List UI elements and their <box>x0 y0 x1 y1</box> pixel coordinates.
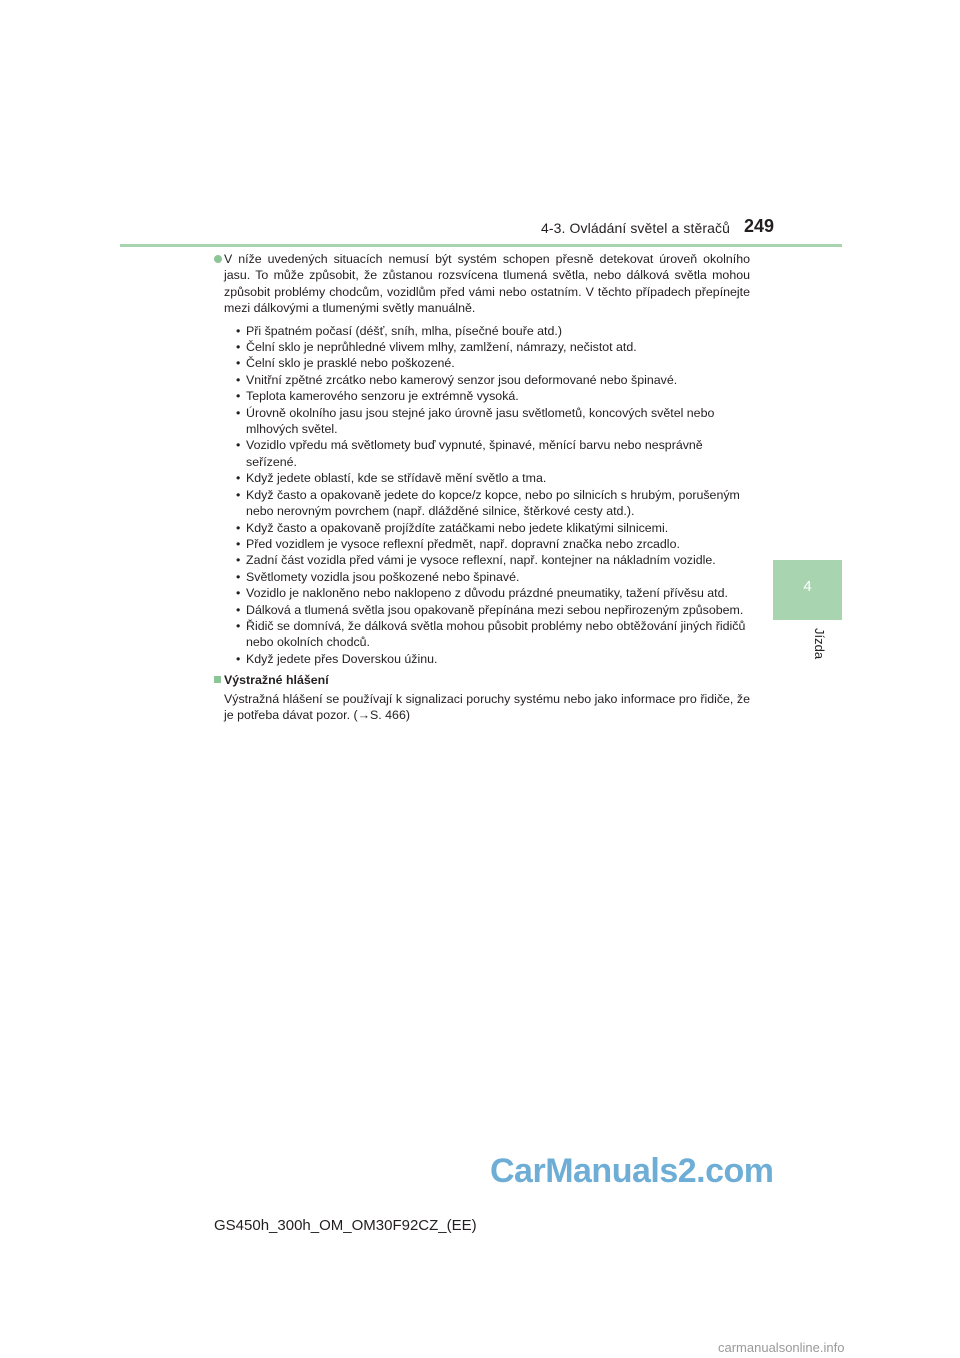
list-item <box>236 405 750 438</box>
bullet-dot-icon: • <box>236 389 241 404</box>
list-item-text: Vnitřní zpětné zrcátko nebo kamerový senzor jsou deformované nebo špinavé. <box>246 372 678 387</box>
bullet-dot-icon: • <box>236 520 241 535</box>
list-item <box>236 651 750 667</box>
page-header <box>120 216 842 246</box>
list-item-text: Čelní sklo je prasklé nebo poškozené. <box>246 356 455 371</box>
page-content <box>214 251 750 723</box>
list-item-text: Když často a opakovaně jedete do kopce/z kopce, nebo po silnicích s hrubým, porušeným nebo nerovným povrchem (např. dlážděné silnice, štěrkové cesty atd.). <box>246 487 740 519</box>
bullet-dot-icon: • <box>236 536 241 551</box>
bullet-dot-icon: • <box>236 586 241 601</box>
list-item-text: Čelní sklo je neprůhledné vlivem mlhy, zamlžení, námrazy, nečistot atd. <box>246 340 637 355</box>
list-item-text: Řidič se domnívá, že dálková světla mohou působit problémy nebo obtěžování jiných řidičů nebo okolních chodců. <box>246 618 746 650</box>
list-item <box>236 585 750 601</box>
square-bullet-icon <box>214 676 221 683</box>
list-item-text: Zadní část vozidla před vámi je vysoce reflexní, např. kontejner na nákladním vozidle. <box>246 553 716 568</box>
list-item <box>236 372 750 388</box>
page-number: 249 <box>743 216 774 236</box>
list-item <box>236 388 750 404</box>
section-title: 4-3. Ovládání světel a stěračů <box>541 220 730 236</box>
list-item-text: Dálková a tlumená světla jsou opakovaně přepínána mezi sebou nepřirozeným způsobem. <box>246 602 744 617</box>
bullet-dot-icon: • <box>236 651 241 666</box>
intro-paragraph <box>214 251 750 317</box>
list-item <box>236 437 750 470</box>
bullet-dot-icon: • <box>236 405 241 420</box>
bullet-dot-icon: • <box>236 602 241 617</box>
bullet-dot-icon: • <box>236 340 241 355</box>
list-item <box>236 355 750 371</box>
section-heading-text: Výstražné hlášení <box>224 673 329 688</box>
header-rule <box>120 244 842 247</box>
bullet-dot-icon: • <box>236 438 241 453</box>
bullet-dot-icon: • <box>236 323 241 338</box>
chapter-number: 4 <box>803 578 812 595</box>
source-watermark: carmanualsonline.info <box>718 1340 845 1355</box>
list-item <box>236 618 750 651</box>
list-item-text: Teplota kamerového senzoru je extrémně vysoká. <box>246 389 519 404</box>
list-item-text: Když jedete oblastí, kde se střídavě mění světlo a tma. <box>246 471 547 486</box>
bullet-dot-icon: • <box>236 569 241 584</box>
list-item <box>236 569 750 585</box>
list-item <box>236 552 750 568</box>
circle-bullet-icon <box>214 255 222 263</box>
chapter-tab <box>773 560 842 620</box>
bullet-dot-icon: • <box>236 356 241 371</box>
list-item <box>236 487 750 520</box>
list-item <box>236 520 750 536</box>
list-item-text: Když jedete přes Doverskou úžinu. <box>246 651 438 666</box>
watermark-logo: CarManuals2.com <box>490 1152 774 1190</box>
list-item <box>236 323 750 339</box>
bullet-dot-icon: • <box>236 487 241 502</box>
condition-list <box>214 323 750 668</box>
bullet-dot-icon: • <box>236 553 241 568</box>
list-item <box>236 470 750 486</box>
bullet-dot-icon: • <box>236 372 241 387</box>
list-item-text: Když často a opakovaně projíždíte zatáčkami nebo jedete klikatými silnicemi. <box>246 520 669 535</box>
list-item-text: Úrovně okolního jasu jsou stejné jako úrovně jasu světlometů, koncových světel nebo mlhových světel. <box>246 405 715 437</box>
bullet-dot-icon: • <box>236 618 241 633</box>
bullet-dot-icon: • <box>236 471 241 486</box>
list-item-text: Vozidlo je nakloněno nebo naklopeno z důvodu prázdné pneumatiky, tažení přívěsu atd. <box>246 586 728 601</box>
list-item <box>236 339 750 355</box>
list-item-text: Vozidlo vpředu má světlomety buď vypnuté, špinavé, měnící barvu nebo nesprávně seřízené. <box>246 438 703 469</box>
chapter-label: Jízda <box>812 628 827 660</box>
list-item <box>236 602 750 618</box>
list-item-text: Světlomety vozidla jsou poškozené nebo špinavé. <box>246 569 520 584</box>
list-item-text: Před vozidlem je vysoce reflexní předmět, např. dopravní značka nebo zrcadlo. <box>246 536 680 551</box>
document-code: GS450h_300h_OM_OM30F92CZ_(EE) <box>214 1217 477 1234</box>
section-heading <box>214 672 750 688</box>
list-item <box>236 536 750 552</box>
list-item-text: Při špatném počasí (déšť, sníh, mlha, písečné bouře atd.) <box>246 323 562 338</box>
section-body: Výstražná hlášení se používají k signalizaci poruchy systému nebo jako informace pro řidiče, že je potřeba dávat pozor. (→S. 466) <box>224 691 750 722</box>
intro-text: V níže uvedených situacích nemusí být systém schopen přesně detekovat úroveň okolního jasu. To může způsobit, že zůstanou rozsvícena tlumená světla, nebo dálková světla mohou způsobit problémy chodcům, vozidlům před vámi nebo ostatním. V těchto případech přepínejte mezi dálkovými a tlumenými světly manuálně. <box>224 252 750 316</box>
